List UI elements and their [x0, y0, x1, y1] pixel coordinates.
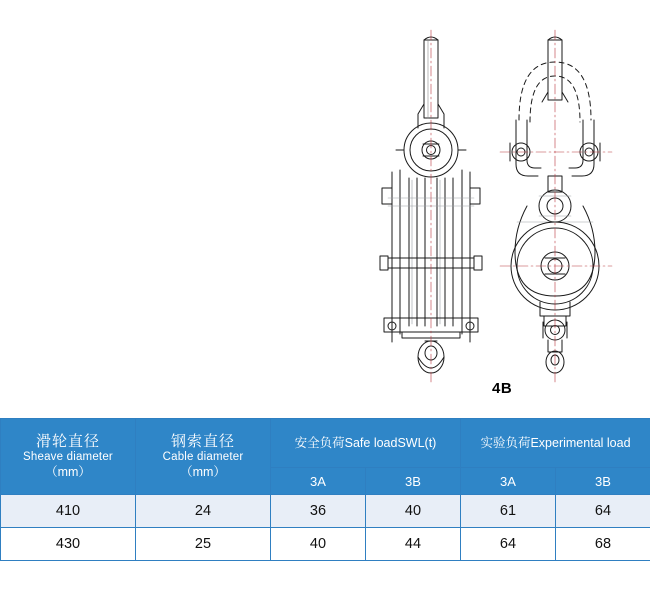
- specification-table: [0, 418, 650, 561]
- cell-exp-load-3b: 68: [556, 528, 650, 561]
- table-row: [1, 495, 650, 528]
- header-sheave-diameter-cn: 滑轮直径: [35, 433, 100, 451]
- cell-exp-load-3b: 64: [556, 495, 650, 528]
- cell-cable-diameter: 24: [136, 495, 271, 528]
- header-experimental-load: [461, 419, 650, 468]
- header-experimental-load-3a: 3A: [461, 468, 556, 495]
- table-row: [1, 528, 650, 561]
- cell-safe-load-3b: 40: [366, 495, 461, 528]
- cell-exp-load-3a: 61: [461, 495, 556, 528]
- header-sheave-diameter-en: Sheave diameter: [23, 451, 113, 464]
- header-cable-diameter-en: Cable diameter: [162, 451, 244, 464]
- header-safe-load-label: 安全负荷Safe loadSWL(t): [294, 435, 437, 450]
- header-safe-load: [271, 419, 461, 468]
- header-sheave-diameter-unit: （mm）: [45, 464, 91, 479]
- header-experimental-load-label: 实验负荷Experimental load: [480, 435, 631, 450]
- cell-safe-load-3a: 36: [271, 495, 366, 528]
- figure-caption: 4B: [492, 380, 513, 397]
- header-safe-load-3a: 3A: [271, 468, 366, 495]
- header-cable-diameter-cn: 钢索直径: [170, 433, 235, 451]
- front-view-group: [380, 30, 482, 382]
- cell-cable-diameter: 25: [136, 528, 271, 561]
- side-view-group: [500, 30, 612, 382]
- header-cable-diameter: [136, 419, 271, 495]
- cell-sheave-diameter: 410: [1, 495, 136, 528]
- header-safe-load-3b: 3B: [366, 468, 461, 495]
- table-body: [1, 495, 650, 561]
- header-experimental-load-3b: 3B: [556, 468, 650, 495]
- header-sheave-diameter: [1, 419, 136, 495]
- table-header: [1, 419, 650, 495]
- cell-safe-load-3b: 44: [366, 528, 461, 561]
- header-cable-diameter-unit: （mm）: [180, 464, 226, 479]
- cell-exp-load-3a: 64: [461, 528, 556, 561]
- cell-sheave-diameter: 430: [1, 528, 136, 561]
- cell-safe-load-3a: 40: [271, 528, 366, 561]
